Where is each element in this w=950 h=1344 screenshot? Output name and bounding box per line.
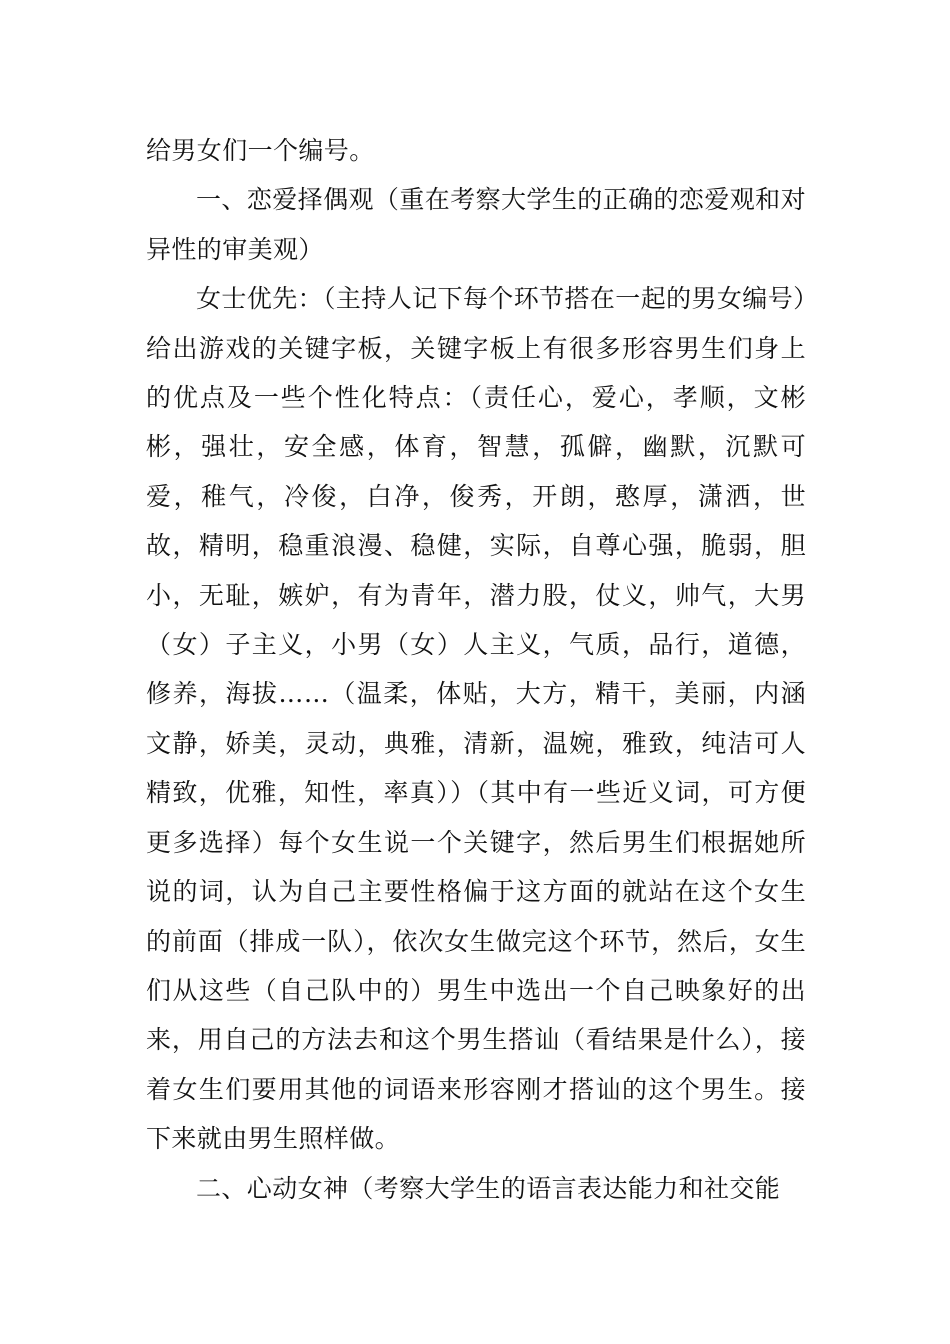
paragraph-ladies-first: 女士优先：（主持人记下每个环节搭在一起的男女编号）给出游戏的关键字板，关键字板上有很多形容男生们身上的优点及一些个性化特点：（责任心，爱心，孝顺，文彬彬，强壮，安全感，体育，智慧，孤僻，幽默，沉默可爱，稚气，冷俊，白净，俊秀，开朗，憨厚，潇洒，世故，精明，稳重浪漫、稳健，实际，自尊心强，脆弱，胆小，无耻，嫉妒，有为青年，潜力股，仗义，帅气，大男（女）子主义，小男（女）人主义，气质，品行，道德，修养，海拔……（温柔，体贴，大方，精干，美丽，内涵文静，娇美，灵动，典雅，清新，温婉，雅致，纯洁可人精致，优雅，知性，率真））（其中有一些近义词，可方便更多选择）每个女生说一个关键字，然后男生们根据她所说的词，认为自己主要性格偏于这方面的就站在这个女生的前面（排成一队），依次女生做完这个环节，然后，女生们从这些（自己队中的）男生中选出一个自己映象好的出来，用自己的方法去和这个男生搭讪（看结果是什么），接着女生们要用其他的词语来形容刚才搭讪的这个男生。接下来就由男生照样做。: [146, 284, 807, 1154]
paragraph-section-two-heading: 二、心动女神（考察大学生的语言表达能力和社交能: [196, 1173, 781, 1203]
paragraph-continuation: 给男女们一个编号。: [146, 136, 375, 165]
document-body: [146, 126, 806, 1213]
paragraph-section-one-heading: 一、恋爱择偶观（重在考察大学生的正确的恋爱观和对异性的审美观）: [146, 185, 806, 264]
